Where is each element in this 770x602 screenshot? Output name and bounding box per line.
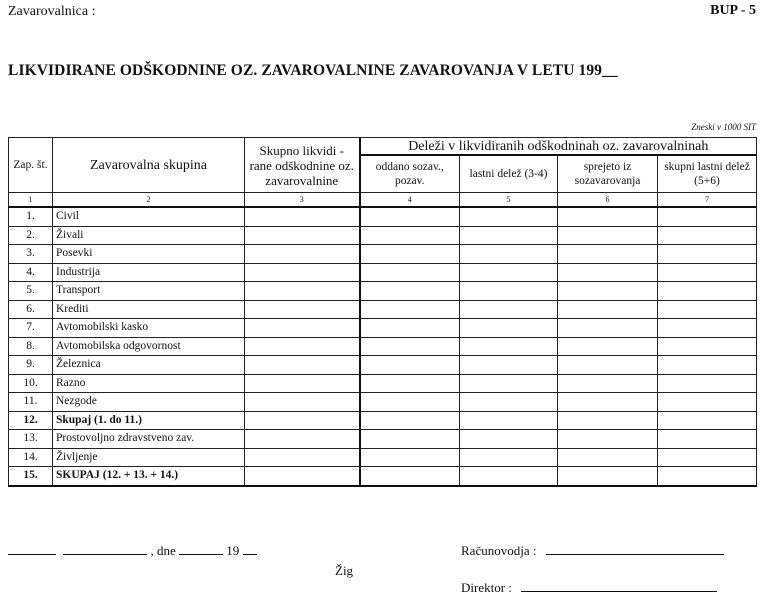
- row-group-name: Železnica: [53, 356, 245, 375]
- amount-cell[interactable]: [245, 356, 360, 375]
- amount-cell[interactable]: [460, 356, 558, 375]
- amount-cell[interactable]: [245, 393, 360, 412]
- header-total-own: skupni lastni delež (5+6): [658, 155, 757, 193]
- amount-cell[interactable]: [245, 300, 360, 319]
- amount-cell[interactable]: [658, 300, 757, 319]
- amount-cell[interactable]: [360, 263, 460, 282]
- date-field[interactable]: [179, 543, 223, 555]
- amount-cell[interactable]: [658, 393, 757, 412]
- header-zap: Zap. št.: [9, 138, 53, 193]
- header-group: Zavarovalna skupina: [53, 138, 245, 193]
- date-line: [8, 543, 257, 559]
- amount-cell[interactable]: [245, 263, 360, 282]
- amount-cell[interactable]: [658, 226, 757, 245]
- table-row: [9, 300, 757, 319]
- col-number: 7: [658, 193, 757, 208]
- amount-cell[interactable]: [360, 467, 460, 486]
- header-coins: sprejeto iz sozavarovanja: [558, 155, 658, 193]
- row-group-name: Življenje: [53, 448, 245, 467]
- amount-cell[interactable]: [558, 430, 658, 449]
- row-number: 13.: [9, 430, 53, 449]
- amount-cell[interactable]: [460, 448, 558, 467]
- col-number: 5: [460, 193, 558, 208]
- amount-cell[interactable]: [360, 245, 460, 264]
- place-field-2[interactable]: [63, 543, 147, 555]
- amount-cell[interactable]: [460, 374, 558, 393]
- col-number: 2: [53, 193, 245, 208]
- amount-cell[interactable]: [245, 226, 360, 245]
- amount-cell[interactable]: [558, 300, 658, 319]
- insurer-label: Zavarovalnica :: [8, 4, 96, 19]
- amount-cell[interactable]: [245, 467, 360, 486]
- row-number: 15.: [9, 467, 53, 486]
- amount-cell[interactable]: [658, 282, 757, 301]
- amount-cell[interactable]: [360, 337, 460, 356]
- row-group-name: Krediti: [53, 300, 245, 319]
- amount-cell[interactable]: [360, 207, 460, 226]
- table-row: [9, 411, 757, 430]
- form-code: BUP - 5: [710, 3, 756, 18]
- amount-cell[interactable]: [460, 263, 558, 282]
- page-title: LIKVIDIRANE ODŠKODNINE OZ. ZAVAROVALNINE ZAVAROVANJA V LETU 199__: [8, 62, 618, 79]
- table-row: [9, 282, 757, 301]
- amount-cell[interactable]: [245, 448, 360, 467]
- amount-cell[interactable]: [460, 300, 558, 319]
- amount-cell[interactable]: [658, 319, 757, 338]
- amount-cell[interactable]: [245, 337, 360, 356]
- row-group-name: Skupaj (1. do 11.): [53, 411, 245, 430]
- amount-cell[interactable]: [360, 448, 460, 467]
- row-group-name: Nezgode: [53, 393, 245, 412]
- amount-cell[interactable]: [658, 245, 757, 264]
- table-row: [9, 430, 757, 449]
- table-row: [9, 207, 757, 226]
- row-number: 11.: [9, 393, 53, 412]
- amount-cell[interactable]: [558, 374, 658, 393]
- amount-cell[interactable]: [245, 282, 360, 301]
- row-group-name: Prostovoljno zdravstveno zav.: [53, 430, 245, 449]
- amount-cell[interactable]: [658, 467, 757, 486]
- year-field[interactable]: [243, 543, 257, 555]
- amount-cell[interactable]: [460, 245, 558, 264]
- col-number: 6: [558, 193, 658, 208]
- director-line: [461, 580, 717, 596]
- amount-cell[interactable]: [658, 448, 757, 467]
- director-label: Direktor :: [461, 580, 512, 595]
- amount-cell[interactable]: [658, 337, 757, 356]
- amount-cell[interactable]: [245, 319, 360, 338]
- amount-cell[interactable]: [460, 411, 558, 430]
- col-number: 4: [360, 193, 460, 208]
- amount-cell[interactable]: [658, 263, 757, 282]
- table-row: [9, 226, 757, 245]
- amount-cell[interactable]: [360, 319, 460, 338]
- stamp-label: Žig: [335, 563, 354, 578]
- amount-cell[interactable]: [360, 356, 460, 375]
- row-number: 1.: [9, 207, 53, 226]
- table-row: [9, 319, 757, 338]
- amount-cell[interactable]: [558, 448, 658, 467]
- amount-cell[interactable]: [558, 207, 658, 226]
- amount-cell[interactable]: [658, 430, 757, 449]
- row-group-name: Transport: [53, 282, 245, 301]
- amount-cell[interactable]: [658, 411, 757, 430]
- amount-cell[interactable]: [460, 282, 558, 301]
- row-group-name: Avtomobilski kasko: [53, 319, 245, 338]
- amount-cell[interactable]: [360, 430, 460, 449]
- amount-cell[interactable]: [245, 207, 360, 226]
- header-shares: Deleži v likvidiranih odškodninah oz. zavarovalninah: [360, 138, 757, 156]
- amount-cell[interactable]: [460, 430, 558, 449]
- amount-cell[interactable]: [558, 411, 658, 430]
- header-total: Skupno likvidi - rane odškodnine oz. zavarovalnine: [245, 138, 360, 193]
- header-own: lastni delež (3-4): [460, 155, 558, 193]
- row-number: 4.: [9, 263, 53, 282]
- amount-cell[interactable]: [558, 356, 658, 375]
- row-number: 14.: [9, 448, 53, 467]
- amount-cell[interactable]: [360, 226, 460, 245]
- row-group-name: Civil: [53, 207, 245, 226]
- amount-cell[interactable]: [460, 337, 558, 356]
- table-row: [9, 393, 757, 412]
- amount-cell[interactable]: [245, 374, 360, 393]
- table-row: [9, 356, 757, 375]
- amount-cell[interactable]: [558, 337, 658, 356]
- amount-cell[interactable]: [245, 411, 360, 430]
- table-row: [9, 337, 757, 356]
- amount-cell[interactable]: [558, 263, 658, 282]
- amount-cell[interactable]: [658, 207, 757, 226]
- claims-table: [8, 137, 757, 487]
- row-group-name: SKUPAJ (12. + 13. + 14.): [53, 467, 245, 486]
- row-group-name: Posevki: [53, 245, 245, 264]
- row-number: 6.: [9, 300, 53, 319]
- table-row: [9, 448, 757, 467]
- amount-cell[interactable]: [558, 467, 658, 486]
- col-number: 1: [9, 193, 53, 208]
- table-row: [9, 263, 757, 282]
- amount-cell[interactable]: [658, 356, 757, 375]
- amount-cell[interactable]: [460, 226, 558, 245]
- row-number: 2.: [9, 226, 53, 245]
- row-number: 10.: [9, 374, 53, 393]
- header-ceded: oddano sozav., pozav.: [360, 155, 460, 193]
- row-group-name: Avtomobilska odgovornost: [53, 337, 245, 356]
- row-number: 9.: [9, 356, 53, 375]
- row-number: 12.: [9, 411, 53, 430]
- row-number: 7.: [9, 319, 53, 338]
- col-number: 3: [245, 193, 360, 208]
- amount-cell[interactable]: [360, 300, 460, 319]
- amount-cell[interactable]: [558, 226, 658, 245]
- amount-cell[interactable]: [460, 207, 558, 226]
- unit-note: Zneski v 1000 SIT: [691, 122, 756, 132]
- amount-cell[interactable]: [460, 393, 558, 412]
- accountant-line: [461, 543, 724, 559]
- amount-cell[interactable]: [360, 282, 460, 301]
- table-row: [9, 245, 757, 264]
- amount-cell[interactable]: [245, 245, 360, 264]
- date-label: , dne: [150, 543, 176, 558]
- amount-cell[interactable]: [360, 393, 460, 412]
- amount-cell[interactable]: [658, 374, 757, 393]
- table-row: [9, 467, 757, 486]
- amount-cell[interactable]: [360, 411, 460, 430]
- amount-cell[interactable]: [360, 374, 460, 393]
- row-group-name: Industrija: [53, 263, 245, 282]
- row-group-name: Živali: [53, 226, 245, 245]
- accountant-field[interactable]: [546, 543, 724, 555]
- amount-cell[interactable]: [460, 319, 558, 338]
- accountant-label: Računovodja :: [461, 543, 537, 558]
- row-group-name: Razno: [53, 374, 245, 393]
- amount-cell[interactable]: [460, 467, 558, 486]
- amount-cell[interactable]: [558, 245, 658, 264]
- director-field[interactable]: [521, 580, 717, 592]
- table-row: [9, 374, 757, 393]
- row-number: 8.: [9, 337, 53, 356]
- amount-cell[interactable]: [558, 319, 658, 338]
- row-number: 5.: [9, 282, 53, 301]
- year-prefix: 19: [226, 543, 240, 558]
- amount-cell[interactable]: [558, 282, 658, 301]
- place-field[interactable]: [8, 543, 56, 555]
- amount-cell[interactable]: [558, 393, 658, 412]
- amount-cell[interactable]: [245, 430, 360, 449]
- row-number: 3.: [9, 245, 53, 264]
